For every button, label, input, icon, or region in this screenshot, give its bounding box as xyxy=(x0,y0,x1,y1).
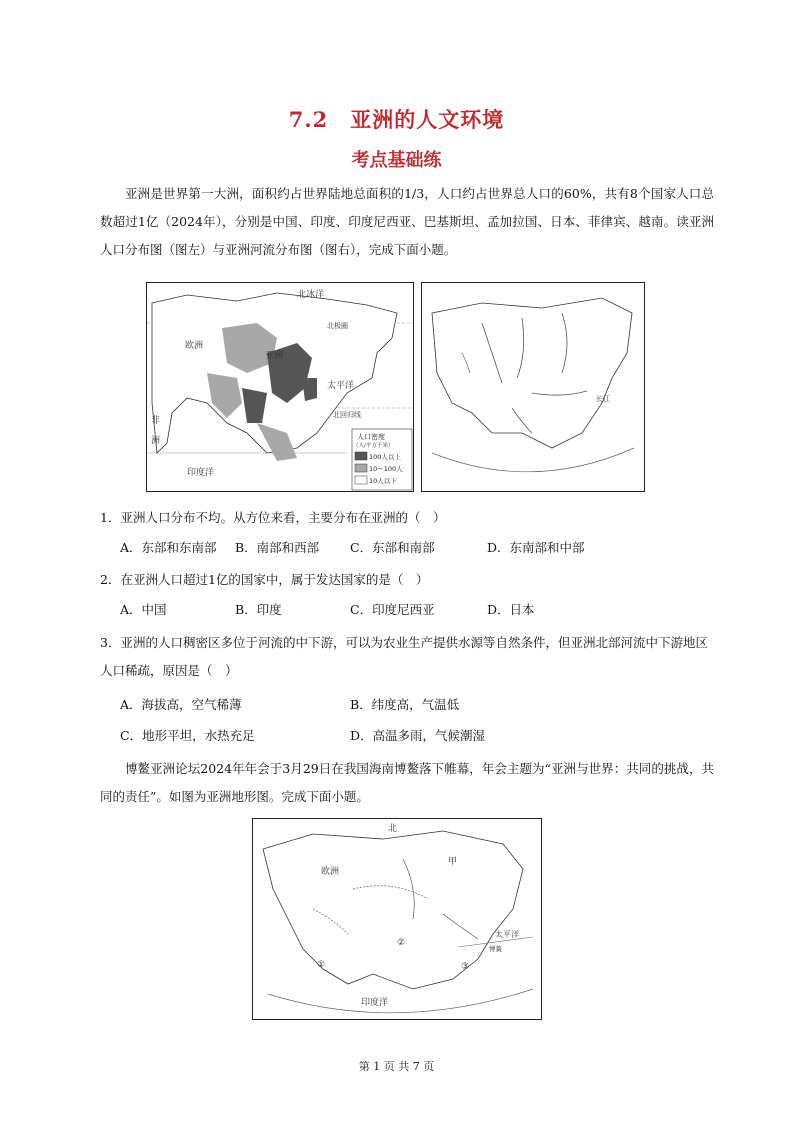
q3-option-a[interactable]: A．海拔高，空气稀薄 xyxy=(120,697,242,712)
map1-tropic-label: 北回归线 xyxy=(333,411,361,419)
map1-africa-label-1: 非 xyxy=(151,416,161,426)
q2-option-a[interactable]: A．中国 xyxy=(120,602,167,617)
population-map xyxy=(146,282,414,492)
population-map-svg xyxy=(147,283,413,491)
question-3-stem: 3．亚洲的人口稠密区多位于河流的中下游，可以为农业生产提供水源等自然条件，但亚洲北部河流中下游地区人口稀疏，原因是（ ） xyxy=(100,635,708,678)
question-3-options-row-2 xyxy=(120,722,720,750)
map3-europe-label: 欧洲 xyxy=(321,867,340,877)
q3-option-c[interactable]: C．地形平坦，水热充足 xyxy=(120,728,255,743)
map1-arctic-circle-label: 北极圈 xyxy=(327,322,348,330)
river-map-svg xyxy=(422,283,644,491)
terrain-map xyxy=(252,818,542,1020)
map1-legend-unit: （人/平方千米） xyxy=(353,443,394,449)
map1-asia-label: 亚洲 xyxy=(265,351,284,361)
map1-europe-label: 欧洲 xyxy=(185,341,204,351)
map3-jia-label: 甲 xyxy=(448,857,458,867)
map3-pacific-label: 太平洋 xyxy=(495,930,519,939)
q1-option-c[interactable]: C．东部和南部 xyxy=(350,540,435,555)
q3-option-d[interactable]: D．高温多雨，气候潮湿 xyxy=(350,728,486,743)
map3-num3-label: ③ xyxy=(461,962,470,972)
q1-option-a[interactable]: A．东部和东南部 xyxy=(120,540,217,555)
map1-legend-low: 10人以下 xyxy=(369,477,397,485)
map1-legend-title: 人口密度 xyxy=(357,433,385,441)
map1-north-label: 北冰洋 xyxy=(297,290,325,300)
map1-legend-mid: 10～100人 xyxy=(369,465,403,473)
map1-legend-high: 100人以上 xyxy=(369,453,401,461)
map1-pacific-label: 太平洋 xyxy=(327,381,355,391)
question-3-options-row-1 xyxy=(120,691,720,719)
map1-legend-swatch-mid xyxy=(355,464,367,472)
q1-option-b[interactable]: B．南部和西部 xyxy=(235,540,320,555)
question-1-options xyxy=(120,534,720,562)
map1-indian-label: 印度洋 xyxy=(187,468,215,478)
map3-boao-label: 博鳌 xyxy=(489,945,502,953)
map3-num2-label: ② xyxy=(397,938,406,948)
intro-paragraph: 亚洲是世界第一大洲，面积约占世界陆地总面积的1/3，人口约占世界总人口的60%，共有8个国家人口总数超过1亿（2024年），分别是中国、印度、印度尼西亚、巴基斯坦、孟加拉国、日本、菲律宾、越南。读亚洲人口分布图（图左）与亚洲河流分布图（图右），完成下面小题。 xyxy=(100,186,714,257)
q2-option-d[interactable]: D．日本 xyxy=(487,602,535,617)
map3-north-label: 北 xyxy=(388,824,398,834)
question-2-options xyxy=(120,596,720,624)
map1-legend-swatch-high xyxy=(355,452,367,460)
q2-option-b[interactable]: B．印度 xyxy=(235,602,282,617)
intro2-paragraph: 博鳌亚洲论坛2024年年会于3月29日在我国海南博鳌落下帷幕，年会主题为“亚洲与世界：共同的挑战，共同的责任”。如图为亚洲地形图。完成下面小题。 xyxy=(100,761,714,804)
river-map xyxy=(421,282,645,492)
map2-river-label: 长江 xyxy=(596,395,610,403)
question-2-stem: 2．在亚洲人口超过1亿的国家中，属于发达国家的是（ ） xyxy=(100,572,429,587)
map1-africa-label-2: 洲 xyxy=(151,436,161,446)
map3-num1-label: ① xyxy=(317,960,326,970)
page-footer: 第 1 页 共 7 页 xyxy=(358,1060,435,1073)
map1-legend-swatch-low xyxy=(355,476,367,484)
terrain-map-svg xyxy=(253,819,541,1019)
page-subtitle: 考点基础练 xyxy=(351,150,442,171)
q3-option-b[interactable]: B．纬度高，气温低 xyxy=(350,697,460,712)
question-1-stem: 1．亚洲人口分布不均。从方位来看，主要分布在亚洲的（ ） xyxy=(100,510,446,525)
q1-option-d[interactable]: D．东南部和中部 xyxy=(487,540,585,555)
page-title: 7.2 亚洲的人文环境 xyxy=(288,107,505,132)
q2-option-c[interactable]: C．印度尼西亚 xyxy=(350,602,435,617)
map3-indian-label: 印度洋 xyxy=(361,998,389,1008)
